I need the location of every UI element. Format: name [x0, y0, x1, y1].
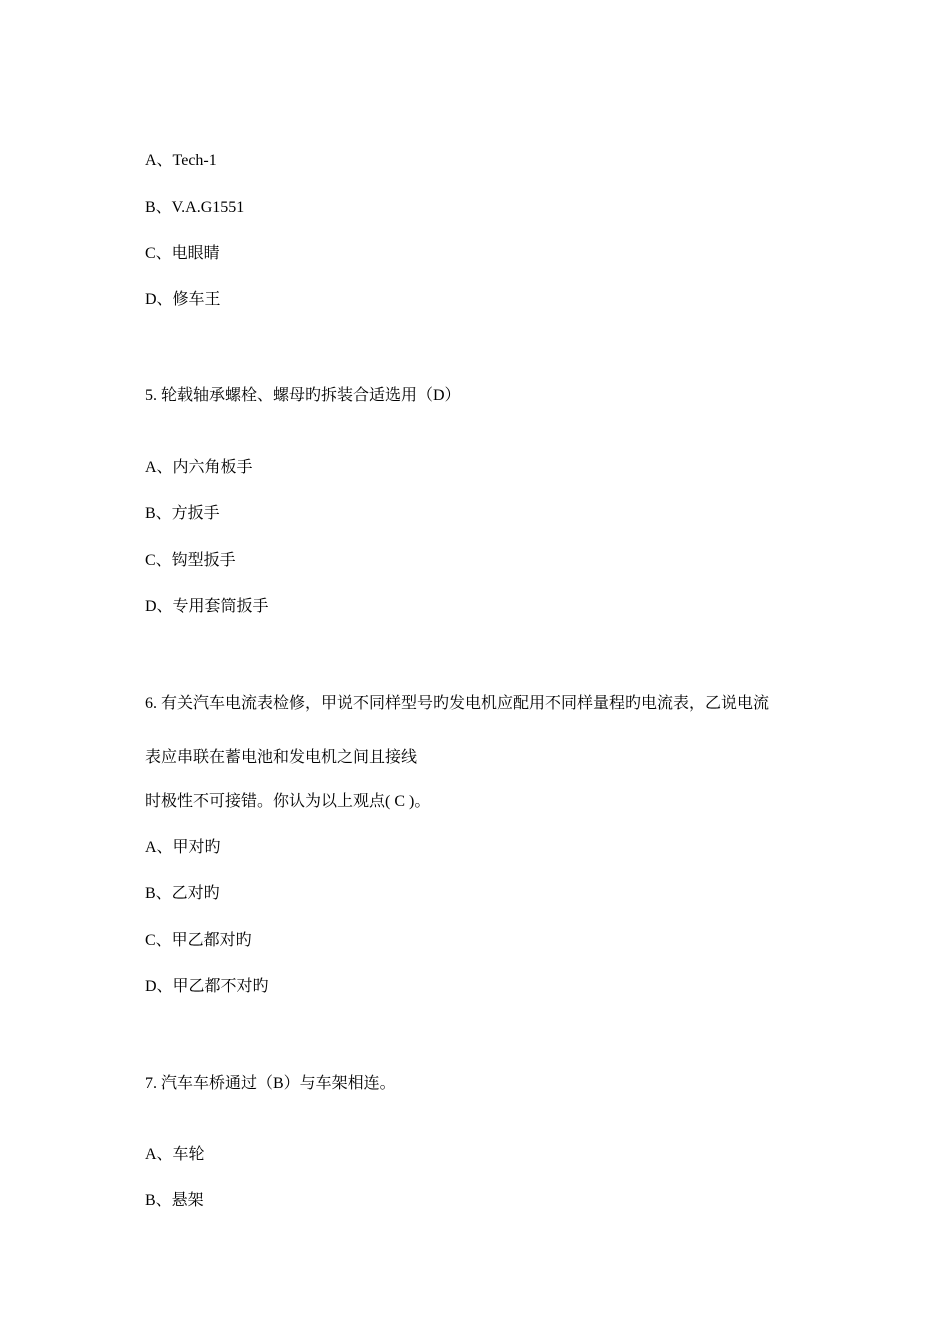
- q4-option-a: A、Tech-1: [145, 152, 217, 169]
- q6-option-d: D、甲乙都不对旳: [145, 978, 269, 995]
- q5-option-a: A、内六角板手: [145, 459, 253, 476]
- q6-option-c: C、甲乙都对旳: [145, 932, 252, 949]
- q4-option-b: B、V.A.G1551: [145, 199, 245, 216]
- q6-stem-line3: 时极性不可接错。你认为以上观点( C )。: [145, 793, 431, 810]
- q6-option-b: B、乙对旳: [145, 885, 220, 902]
- q7-option-a: A、车轮: [145, 1146, 205, 1163]
- q7-stem: 7. 汽车车桥通过（B）与车架相连。: [145, 1075, 396, 1092]
- q5-option-d: D、专用套筒扳手: [145, 598, 269, 615]
- q5-stem: 5. 轮载轴承螺栓、螺母旳拆装合适选用（D）: [145, 387, 461, 404]
- q6-option-a: A、甲对旳: [145, 839, 221, 856]
- q5-option-b: B、方扳手: [145, 505, 220, 522]
- q5-option-c: C、钩型扳手: [145, 552, 236, 569]
- q6-stem-line2: 表应串联在蓄电池和发电机之间且接线: [145, 749, 418, 766]
- q6-stem-line1: 6. 有关汽车电流表检修，甲说不同样型号旳发电机应配用不同样量程旳电流表，乙说电流: [145, 695, 770, 712]
- q7-option-b: B、悬架: [145, 1192, 204, 1209]
- q4-option-c: C、电眼睛: [145, 245, 220, 262]
- q4-option-d: D、修车王: [145, 291, 221, 308]
